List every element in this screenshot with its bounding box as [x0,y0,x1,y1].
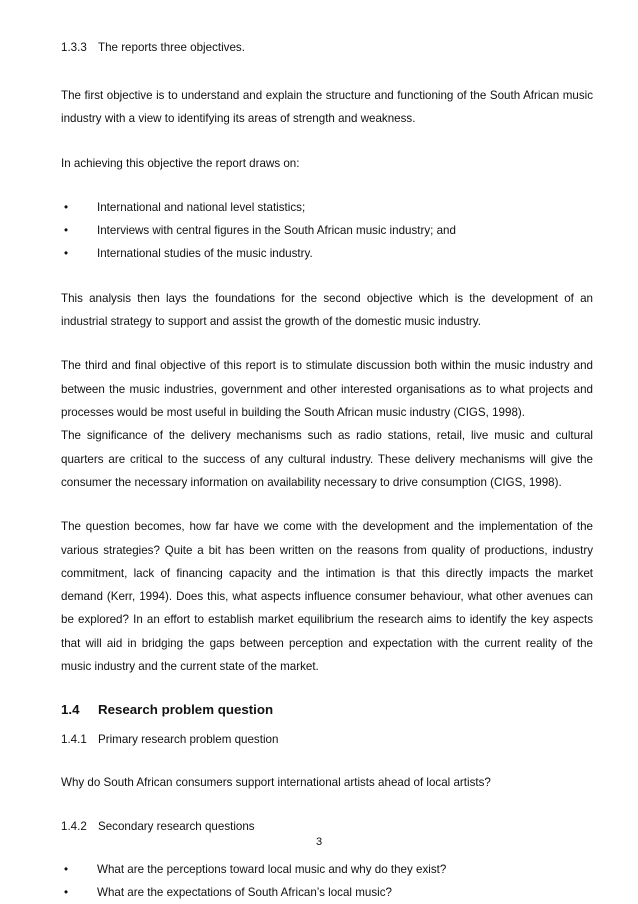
bullet-icon: • [64,862,69,876]
list-item [61,881,593,904]
paragraph-achieving-objective: In achieving this objective the report draws on: [61,156,300,170]
section-heading-1-4-1 [61,728,593,751]
paragraph-first-objective: The first objective is to understand and explain the structure and functioning of the South African music industry with a view to identifying its areas of strength and weakness. [61,89,593,126]
list-item [61,196,593,219]
section-heading-1-3-3 [61,36,593,59]
document-page [61,36,593,904]
list-item [61,858,593,881]
sources-list [61,196,593,265]
bullet-icon: • [64,200,69,214]
section-title: Primary research problem question [98,733,279,747]
paragraph-second-objective: This analysis then lays the foundations for the second objective which is the development of an industrial strategy to support and assist the growth of the domestic music industry. [61,291,593,329]
list-item [61,219,593,242]
section-number: 1.4 [61,702,80,718]
section-heading-1-4-2 [61,815,593,838]
section-title: The reports three objectives. [98,41,245,54]
section-number: 1.3.3 [61,41,87,54]
list-item-text: International and national level statistics; [97,200,306,214]
list-item-text: What are the perceptions toward local music and why do they exist? [97,862,447,876]
section-heading-1-4 [61,698,593,721]
bullet-icon: • [64,223,69,237]
section-number: 1.4.1 [61,733,87,747]
bullet-icon: • [64,885,69,899]
bullet-icon: • [64,246,69,260]
paragraph-delivery-mechanisms: The significance of the delivery mechanisms such as radio stations, retail, live music and cultural quarters are critical to the success of any cultural industry. These delivery mechanisms will give the consumer the necessary information on availability necessary to drive consumption (CIGS, 1998). [61,429,593,489]
list-item [61,242,593,265]
list-item-text: What are the expectations of South African’s local music? [97,885,392,899]
list-item-text: Interviews with central figures in the South African music industry; and [97,223,456,237]
list-item-text: International studies of the music industry. [97,246,313,260]
section-title: Secondary research questions [98,819,255,833]
paragraph-question: The question becomes, how far have we come with the development and the implementation of the various strategies? Quite a bit has been written on the reasons from quality of productions, industry commitment, lack of financing capacity and the intimation is that this directly impacts the market demand (Kerr, 1994). Does this, what aspects influence consumer behaviour, what other avenues can be explored? In an effort to establish market equilibrium the research aims to identify the key aspects that will aid in bridging the gaps between perception and expectation with the current reality of the music industry and the current state of the market. [61,520,593,674]
page-number: 3 [315,836,323,848]
paragraph-third-objective: The third and final objective of this report is to stimulate discussion both within the music industry and between the music industries, government and other interested organisations as to what projects and processes would be most useful in building the South African music industry (CIGS, 1998). [61,359,593,420]
section-number: 1.4.2 [61,819,87,833]
paragraph-primary-question: Why do South African consumers support international artists ahead of local artists? [61,776,491,790]
secondary-questions-list [61,858,593,904]
section-title: Research problem question [98,702,274,718]
